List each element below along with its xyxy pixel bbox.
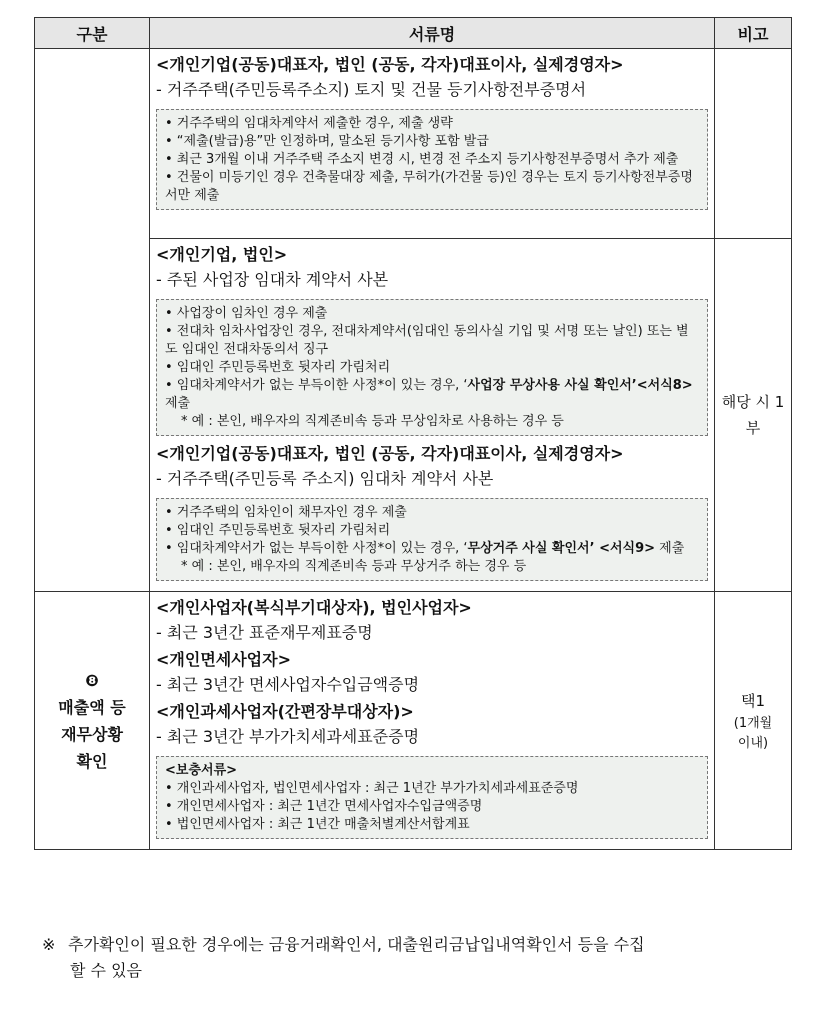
section-heading: <개인면세사업자> xyxy=(156,650,292,669)
note-line: • “제출(발급)용”만 인정하며, 말소된 등기사항 포함 발급 xyxy=(165,134,489,149)
section-heading: <개인기업, 법인> xyxy=(156,245,288,264)
note-line xyxy=(165,377,701,413)
reference-mark: ※ xyxy=(42,935,56,954)
category-number: ❽ xyxy=(85,670,99,690)
note-line: • 개인과세사업자, 법인면세사업자 : 최근 1년간 부가가치세과세표준증명 xyxy=(165,781,579,796)
category-cell xyxy=(35,592,150,850)
table-header-row xyxy=(35,18,792,49)
note-line: • 사업장이 임차인 경우 제출 xyxy=(165,306,328,321)
note-text: 제출 xyxy=(165,396,191,411)
note-example: * 예 : 본인, 배우자의 직계존비속 등과 무상임차로 사용하는 경우 등 xyxy=(181,414,564,429)
note-line: • 전대차 임차사업장인 경우, 전대차계약서(임대인 동의사실 기입 및 서명 또는 날인) 또는 별도 임대인 전대차동의서 징구 xyxy=(165,324,689,357)
remark-text: 택1 xyxy=(740,691,766,710)
document-cell xyxy=(150,592,715,850)
form-reference: 사업장 무상사용 사실 확인서’<서식8> xyxy=(467,378,693,393)
note-line: • 건물이 미등기인 경우 건축물대장 제출, 무허가(가건물 등)인 경우는 토지 등기사항전부증명서만 제출 xyxy=(165,170,693,203)
document-item: - 최근 3년간 면세사업자수입금액증명 xyxy=(156,675,420,694)
section-heading: <개인사업자(복식부기대상자), 법인사업자> xyxy=(156,598,472,617)
note-text: • 임대차계약서가 없는 부득이한 사정*이 있는 경우, ‘ xyxy=(165,541,468,556)
note-line: • 임대인 주민등록번호 뒷자리 가림처리 xyxy=(165,523,391,538)
section-heading: <개인기업(공동)대표자, 법인 (공동, 각자)대표이사, 실제경영자> xyxy=(156,444,624,463)
header-document-name: 서류명 xyxy=(150,18,715,49)
documents-table xyxy=(34,17,792,850)
footer-note xyxy=(42,932,794,984)
document-item: - 거주주택(주민등록 주소지) 임대차 계약서 사본 xyxy=(156,469,494,488)
category-label-line: 재무상황 xyxy=(61,724,123,744)
note-line: • 거주주택의 임차인이 채무자인 경우 제출 xyxy=(165,505,407,520)
note-box xyxy=(156,109,708,210)
note-line xyxy=(165,540,701,558)
note-box xyxy=(156,299,708,436)
category-label-line: 확인 xyxy=(76,751,108,771)
note-box xyxy=(156,498,708,581)
footer-text: 추가확인이 필요한 경우에는 금융거래확인서, 대출원리금납입내역확인서 등을 수집 xyxy=(68,935,645,954)
header-category: 구분 xyxy=(35,18,150,49)
remark-subtext: 이내) xyxy=(737,735,769,751)
category-cell-empty xyxy=(35,49,150,592)
note-line: • 거주주택의 임대차계약서 제출한 경우, 제출 생략 xyxy=(165,116,453,131)
note-box xyxy=(156,756,708,839)
note-text: 제출 xyxy=(655,541,685,556)
note-example: * 예 : 본인, 배우자의 직계존비속 등과 무상거주 하는 경우 등 xyxy=(181,559,527,574)
document-item: - 거주주택(주민등록주소지) 토지 및 건물 등기사항전부증명서 xyxy=(156,80,587,99)
form-reference: 무상거주 사실 확인서’ <서식9> xyxy=(467,541,656,556)
remark-text: 해당 시 1부 xyxy=(721,393,785,437)
section-heading: <개인과세사업자(간편장부대상자)> xyxy=(156,702,414,721)
remark-cell xyxy=(715,592,792,850)
note-line: • 법인면세사업자 : 최근 1년간 매출처별계산서합계표 xyxy=(165,817,470,832)
table-row xyxy=(35,49,792,239)
note-line: • 임대인 주민등록번호 뒷자리 가림처리 xyxy=(165,360,391,375)
note-heading: <보충서류> xyxy=(165,763,238,778)
note-line: • 개인면세사업자 : 최근 1년간 면세사업자수입금액증명 xyxy=(165,799,483,814)
section-heading: <개인기업(공동)대표자, 법인 (공동, 각자)대표이사, 실제경영자> xyxy=(156,55,624,74)
remark-cell xyxy=(715,239,792,592)
category-label-line: 매출액 등 xyxy=(58,697,126,717)
document-cell xyxy=(150,239,715,592)
note-line: • 최근 3개월 이내 거주주택 주소지 변경 시, 변경 전 주소지 등기사항전부증명서 추가 제출 xyxy=(165,152,679,167)
note-text: • 임대차계약서가 없는 부득이한 사정*이 있는 경우, ‘ xyxy=(165,378,468,393)
header-remark: 비고 xyxy=(715,18,792,49)
footer-text-continued: 할 수 있음 xyxy=(70,961,142,980)
remark-subtext: (1개월 xyxy=(733,715,773,731)
remark-cell-empty xyxy=(715,49,792,239)
document-cell xyxy=(150,49,715,239)
table-row xyxy=(35,592,792,850)
document-item: - 최근 3년간 표준재무제표증명 xyxy=(156,623,373,642)
document-item: - 주된 사업장 임대차 계약서 사본 xyxy=(156,270,389,289)
document-item: - 최근 3년간 부가가치세과세표준증명 xyxy=(156,727,420,746)
